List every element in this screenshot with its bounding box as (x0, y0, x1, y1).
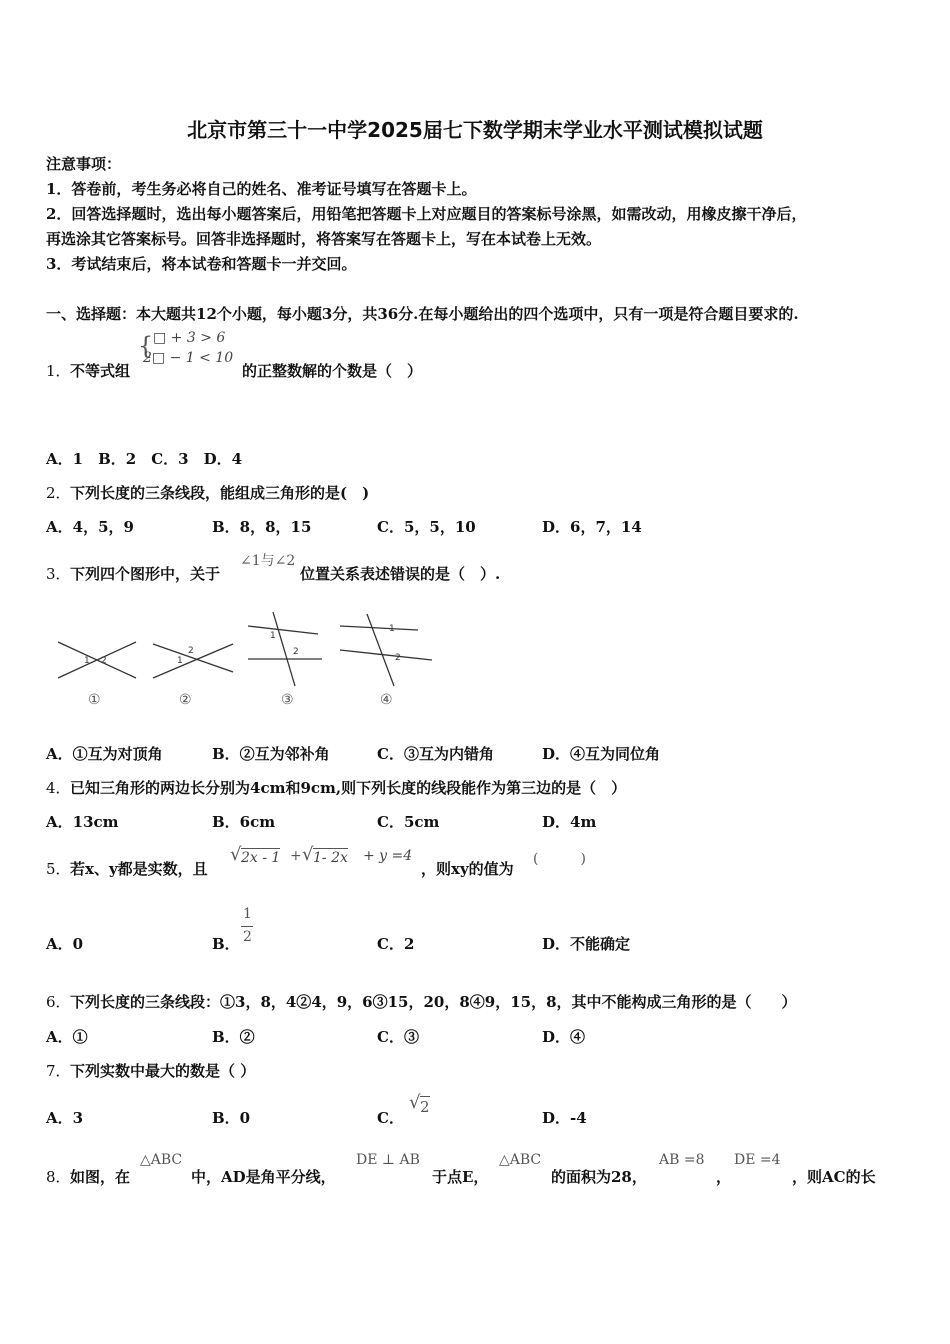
q2-option-d: D．6，7，14 (542, 518, 642, 536)
q2-option-a: A．4，5，9 (46, 518, 134, 536)
q3-pre: 下列四个图形中，关于 (70, 565, 221, 583)
q2-option-c: C．5，5，10 (377, 518, 476, 536)
q7-option-c: C． (377, 1109, 404, 1127)
figure-label-3: ③ (281, 692, 294, 708)
angle-1-label: 1 (84, 656, 90, 666)
q2-number: 2． (46, 484, 71, 502)
q5-option-c: C．2 (377, 935, 415, 953)
figure-label-1: ① (88, 692, 101, 708)
q5-paren: ( ) (533, 851, 586, 867)
q5-option-a: A．0 (46, 935, 84, 953)
q3-post: 位置关系表述错误的是（ ）. (300, 565, 501, 583)
q5-number: 5． (46, 860, 71, 878)
q5-post: ，则xy的值为 (421, 860, 514, 878)
q1-pre: 不等式组 (70, 362, 131, 380)
q4-option-b: B．6cm (212, 813, 276, 831)
figure-label-2: ② (179, 692, 192, 708)
q8-math-5: DE =4 (734, 1152, 781, 1168)
q4-option-d: D．4m (542, 813, 597, 831)
q7-radicand: 2 (420, 1098, 430, 1116)
q8-text-3: 于点E， (432, 1168, 489, 1186)
q3-option-a: A．①互为对顶角 (46, 745, 163, 763)
notice-item: 再选涂其它答案标号。回答非选择题时，将答案写在答题卡上，写在本试卷上无效。 (46, 230, 602, 248)
q7-option-b: B．0 (212, 1109, 251, 1127)
angle-2-label: 2 (101, 656, 107, 666)
q7-text: 下列实数中最大的数是（ ） (70, 1062, 256, 1080)
q8-text-1: 如图，在 (70, 1168, 131, 1186)
q1-number: 1． (46, 362, 71, 380)
q3-math: ∠1与∠2 (240, 553, 296, 569)
q5-radicand-a: 2x - 1 (241, 850, 281, 866)
q7-option-d: D．-4 (542, 1109, 587, 1127)
q8-text-5: ， (716, 1168, 732, 1186)
angle-1-label: 1 (389, 624, 395, 634)
q8-math-4: AB =8 (659, 1152, 705, 1168)
figure-1 (58, 642, 136, 678)
figure-4 (340, 614, 432, 686)
notice-heading: 注意事项： (46, 155, 122, 173)
figure-label-4: ④ (380, 692, 393, 708)
q6-option-c: C．③ (377, 1028, 419, 1046)
q5-radicand-b: 1- 2x (313, 850, 348, 866)
q6-option-a: A．① (46, 1028, 88, 1046)
q4-text: 已知三角形的两边长分别为4cm和9cm,则下列长度的线段能作为第三边的是（ ） (70, 779, 627, 797)
notice-item: 3．考试结束后，将本试卷和答题卡一并交回。 (46, 255, 357, 273)
q8-math-1: △ABC (140, 1152, 183, 1168)
q1-options: A．1 B．2 C．3 D．4 (46, 450, 243, 468)
q1-system-line1: □ + 3 > 6 (153, 330, 226, 346)
q3-option-b: B．②互为邻补角 (212, 745, 330, 763)
fraction-bar (241, 926, 253, 927)
figure-4-line (340, 650, 432, 660)
notice-item: 2．回答选择题时，选出每小题答案后，用铅笔把答题卡上对应题目的答案标号涂黑，如需改动，用橡皮擦干净后， (46, 205, 807, 223)
q5-option-b: B． (212, 935, 240, 953)
q7-number: 7． (46, 1062, 71, 1080)
q2-text: 下列长度的三条线段，能组成三角形的是( ) (70, 484, 370, 502)
q4-option-a: A．13cm (46, 813, 119, 831)
figure-4-line (340, 626, 418, 630)
q6-option-b: B．② (212, 1028, 255, 1046)
q3-option-c: C．③互为内错角 (377, 745, 494, 763)
q8-text-6: ，则AC的长 (792, 1168, 876, 1186)
q8-text-2: 中，AD是角平分线， (191, 1168, 336, 1186)
q6-text: 下列长度的三条线段：①3，8，4②4，9，6③15，20，8④9，15，8，其中不能构成三角形的是（ ） (70, 993, 797, 1011)
q1-post: 的正整数解的个数是（ ） (242, 362, 423, 380)
q3-option-d: D．④互为同位角 (542, 745, 661, 763)
q3-number: 3． (46, 565, 71, 583)
q8-number: 8． (46, 1168, 71, 1186)
sqrt-icon: √ (302, 844, 314, 865)
brace-icon: { (138, 332, 154, 360)
q8-math-3: △ABC (499, 1152, 542, 1168)
q5-option-b-denominator: 2 (243, 929, 252, 945)
q5-option-b-numerator: 1 (243, 906, 252, 922)
q8-math-2: DE ⊥ AB (356, 1152, 420, 1168)
figure-3-line (248, 626, 318, 634)
angle-2-label: 2 (188, 646, 194, 656)
q6-number: 6． (46, 993, 71, 1011)
q5-option-d: D．不能确定 (542, 935, 631, 953)
angle-2-label: 2 (395, 653, 401, 663)
q8-text-4: 的面积为28， (551, 1168, 647, 1186)
q2-option-b: B．8，8，15 (212, 518, 312, 536)
figure-3-line (273, 612, 295, 686)
sqrt-icon: √ (409, 1092, 421, 1113)
notice-item: 1．答卷前，考生务必将自己的姓名、准考证号填写在答题卡上。 (46, 180, 477, 198)
sqrt-icon: √ (230, 844, 242, 865)
angle-1-label: 1 (270, 631, 276, 641)
q5-expr-tail: + y =4 (363, 848, 413, 864)
q4-number: 4． (46, 779, 71, 797)
q6-option-d: D．④ (542, 1028, 586, 1046)
figure-3 (248, 612, 322, 686)
q7-option-a: A．3 (46, 1109, 84, 1127)
q4-option-c: C．5cm (377, 813, 440, 831)
section-heading: 一、选择题：本大题共12个小题，每小题3分，共36分.在每小题给出的四个选项中，只有一项是符合题目要求的. (46, 305, 799, 323)
angle-2-label: 2 (293, 647, 299, 657)
plus-sign: + (290, 848, 302, 864)
angle-1-label: 1 (177, 656, 183, 666)
q1-system-line2: 2□ − 1 < 10 (143, 350, 234, 366)
q5-pre: 若x、y都是实数，且 (70, 860, 208, 878)
page-title: 北京市第三十一中学2025届七下数学期末学业水平测试模拟试题 (187, 118, 763, 142)
